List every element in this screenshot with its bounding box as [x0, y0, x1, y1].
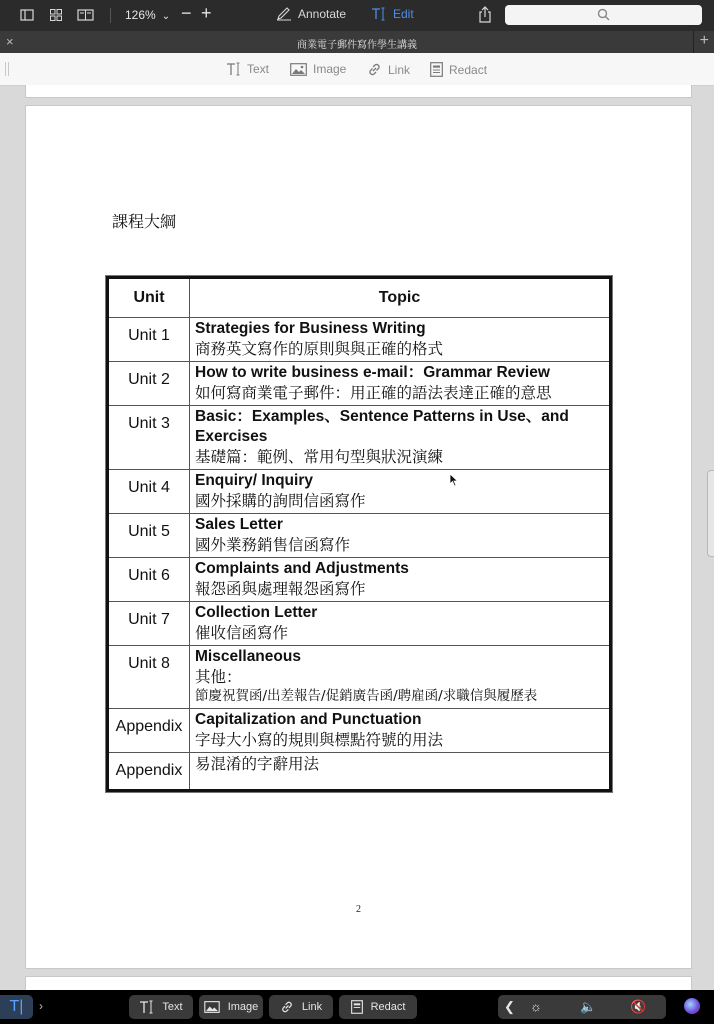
topic-chinese-detail: 節慶祝賀函/出差報告/促銷廣告函/聘雇函/求職信與履歷表 [195, 688, 538, 704]
edit-image-label: Image [313, 62, 347, 76]
topic-chinese: 催收信函寫作 [195, 624, 289, 642]
zoom-out-button[interactable]: − [181, 3, 192, 23]
edit-text-label: Text [247, 62, 270, 76]
topic-chinese: 國外業務銷售信函寫作 [195, 536, 351, 554]
touchbar-image-button[interactable] [199, 995, 263, 1019]
edit-label: Edit [393, 7, 414, 21]
table-row [108, 602, 611, 646]
edit-image-tool[interactable] [290, 62, 346, 76]
page-number: 2 [356, 904, 361, 915]
toolbar-divider [110, 8, 111, 23]
sidebar-toggle-icon[interactable] [20, 8, 34, 22]
chevron-right-icon[interactable]: › [39, 999, 43, 1013]
search-icon [597, 8, 610, 24]
touchbar-text-button[interactable] [129, 995, 193, 1019]
syllabus-table [106, 276, 612, 792]
sidebar-pull-handle[interactable] [707, 470, 714, 557]
mouse-pointer-icon [449, 473, 459, 492]
link-icon [367, 62, 382, 77]
table-row [108, 470, 611, 514]
topic-chinese: 商務英文寫作的原則與與正確的格式 [195, 340, 444, 358]
unit-cell: Unit 5 [108, 514, 190, 558]
topic-english: Enquiry/ Inquiry [195, 472, 313, 489]
text-tool-icon [226, 62, 241, 76]
table-row [108, 646, 611, 709]
topic-cell [190, 709, 611, 753]
unit-cell: Unit 7 [108, 602, 190, 646]
brightness-icon[interactable]: ☼ [530, 999, 542, 1014]
image-icon [204, 1001, 220, 1013]
topic-english: Capitalization and Punctuation [195, 711, 422, 728]
topic-chinese: 報怨函與處理報怨函寫作 [195, 580, 366, 598]
topic-cell [190, 470, 611, 514]
outline-heading: 課程大綱 [112, 212, 177, 231]
unit-cell: Unit 2 [108, 362, 190, 406]
unit-cell: Unit 3 [108, 406, 190, 470]
touchbar-link-label: Link [301, 1001, 323, 1013]
table-header-row [108, 278, 611, 318]
mute-icon[interactable]: 🔇 [630, 999, 647, 1014]
document-page [25, 105, 692, 969]
unit-cell: Unit 1 [108, 318, 190, 362]
touchbar-redact-label: Redact [370, 1001, 406, 1013]
unit-column-header: Unit [108, 278, 190, 318]
text-edit-mode-icon[interactable]: T| [0, 995, 33, 1019]
topic-chinese: 國外採購的詢問信函寫作 [195, 492, 366, 510]
image-icon [290, 63, 307, 76]
zoom-dropdown[interactable] [125, 8, 170, 22]
zoom-level: 126% [125, 8, 156, 22]
topic-english: Sales Letter [195, 516, 283, 533]
topic-cell [190, 318, 611, 362]
unit-cell: Unit 4 [108, 470, 190, 514]
edit-redact-tool[interactable] [430, 62, 487, 77]
topic-english: How to write business e-mail：Grammar Review [195, 364, 550, 381]
document-tab-bar [0, 31, 714, 53]
topic-english: Complaints and Adjustments [195, 560, 409, 577]
topic-english: Strategies for Business Writing [195, 320, 426, 337]
unit-cell: Appendix [108, 753, 190, 791]
volume-icon[interactable]: 🔈 [580, 999, 597, 1014]
topic-english: Basic：Examples、Sentence Patterns in Use、and Exercises [195, 408, 569, 445]
touchbar-image-label: Image [227, 1001, 259, 1013]
control-strip [498, 995, 666, 1019]
annotate-label: Annotate [298, 7, 347, 21]
new-tab-button[interactable]: + [699, 32, 709, 49]
table-row [108, 406, 611, 470]
touchbar-redact-button[interactable] [339, 995, 417, 1019]
topic-english: Miscellaneous [195, 648, 301, 665]
redact-icon [351, 1000, 363, 1014]
siri-icon[interactable] [684, 998, 700, 1014]
table-row [108, 558, 611, 602]
touchbar-link-button[interactable] [269, 995, 333, 1019]
collapse-control-strip-icon[interactable]: ❮ [504, 999, 515, 1014]
topic-cell [190, 602, 611, 646]
topic-cell [190, 362, 611, 406]
unit-cell: Unit 6 [108, 558, 190, 602]
unit-cell: Appendix [108, 709, 190, 753]
tab-divider [693, 31, 694, 53]
table-row [108, 318, 611, 362]
topic-chinese: 基礎篇：範例、常用句型與狀況演練 [195, 448, 444, 466]
document-title: 商業電子郵件寫作學生講義 [297, 40, 417, 51]
link-icon [280, 1000, 294, 1014]
annotate-button[interactable] [276, 7, 346, 21]
topic-chinese: 如何寫商業電子郵件：用正確的語法表達正確的意思 [195, 384, 552, 402]
chevron-down-icon: ⌄ [161, 11, 171, 22]
topic-chinese: 易混淆的字辭用法 [195, 755, 320, 773]
topic-cell [190, 646, 611, 709]
thumbnail-grid-icon[interactable] [49, 8, 63, 22]
close-tab-icon[interactable]: × [6, 34, 14, 49]
edit-text-tool[interactable] [226, 62, 269, 76]
pen-icon [276, 7, 292, 21]
edit-link-tool[interactable] [367, 62, 410, 77]
drag-handle[interactable] [5, 62, 9, 76]
search-input[interactable] [505, 5, 702, 25]
table-row [108, 753, 611, 791]
two-page-view-icon[interactable] [77, 8, 94, 22]
edit-redact-label: Redact [449, 62, 488, 77]
main-toolbar [0, 0, 714, 31]
topic-cell [190, 558, 611, 602]
edit-link-label: Link [388, 62, 411, 77]
table-row [108, 514, 611, 558]
touch-bar [0, 990, 714, 1024]
topic-english: Collection Letter [195, 604, 318, 621]
table-row [108, 709, 611, 753]
previous-page [25, 85, 692, 98]
topic-cell [190, 514, 611, 558]
topic-cell [190, 753, 611, 791]
edit-button[interactable] [371, 7, 414, 21]
edit-toolbar [0, 53, 714, 86]
share-icon[interactable] [478, 6, 492, 27]
redact-icon [430, 62, 443, 77]
topic-chinese: 字母大小寫的規則與標點符號的用法 [195, 731, 444, 749]
touchbar-text-label: Text [162, 1001, 183, 1013]
unit-cell: Unit 8 [108, 646, 190, 709]
topic-column-header: Topic [190, 278, 611, 318]
topic-chinese: 其他： [195, 668, 242, 686]
text-cursor-icon [371, 7, 387, 21]
table-row [108, 362, 611, 406]
topic-cell [190, 406, 611, 470]
text-tool-icon [139, 1000, 154, 1014]
zoom-in-button[interactable]: + [201, 3, 212, 23]
